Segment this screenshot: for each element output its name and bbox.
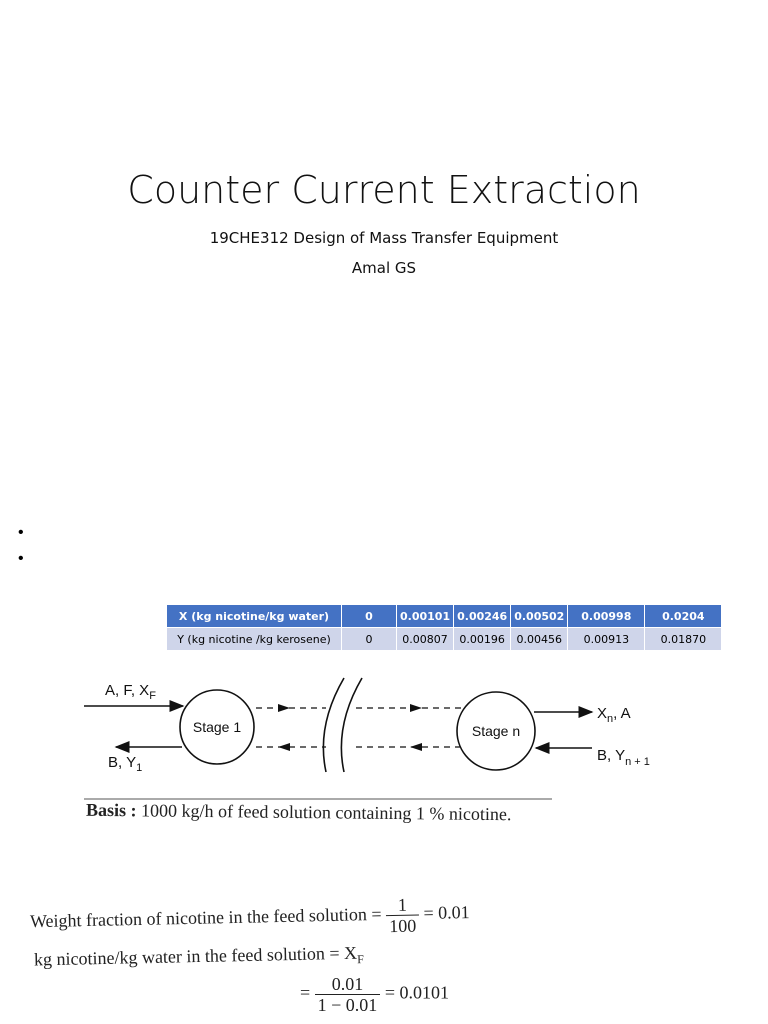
kg-text: kg nicotine/kg water in the feed solution = X xyxy=(33,942,358,970)
wf-denominator: 100 xyxy=(389,915,417,937)
table-cell: 0.00196 xyxy=(454,628,511,651)
stage-1-label: Stage 1 xyxy=(192,719,242,735)
table-cell: 0 xyxy=(342,628,397,651)
extract-out-label: B, $Y_1$ xyxy=(108,754,143,774)
countercurrent-stage-diagram xyxy=(80,676,680,796)
eq-fraction xyxy=(315,974,381,1015)
course-subtitle: 19CHE312 Design of Mass Transfer Equipment xyxy=(209,229,559,247)
table-cell: 0.00807 xyxy=(397,628,454,651)
author-name: Amal GS xyxy=(351,259,417,277)
slide-title: Counter Current Extraction xyxy=(127,168,641,212)
table-cell: X (kg nicotine/kg water) xyxy=(167,605,342,628)
wf-numerator: 1 xyxy=(386,894,419,916)
break-mark xyxy=(341,678,362,772)
basis-statement xyxy=(86,800,512,825)
table-cell: 0.01870 xyxy=(645,628,722,651)
table-cell: 0.00246 xyxy=(454,605,511,628)
table-cell: 0.00998 xyxy=(568,605,645,628)
wf-text: Weight fraction of nicotine in the feed solution = xyxy=(29,903,382,932)
table-header-row xyxy=(167,605,722,628)
wf-fraction xyxy=(386,894,420,936)
eq-numerator: 0.01 xyxy=(315,974,381,995)
table-cell: Y (kg nicotine /kg kerosene) xyxy=(167,628,342,651)
arrowhead xyxy=(410,743,422,751)
feed-in-label: A, F, $X_F$ xyxy=(105,682,156,702)
table-cell: 0.00913 xyxy=(568,628,645,651)
table-row xyxy=(167,628,722,651)
basis-rule xyxy=(84,796,554,802)
eq-prefix: = xyxy=(300,982,311,1003)
solvent-in-label: B, $Y_{n + 1}$ xyxy=(597,747,650,768)
table-cell: 0.00502 xyxy=(511,605,568,628)
equilibrium-data-table xyxy=(166,604,722,651)
stage-n-label: Stage n xyxy=(471,723,521,739)
ratio-calculation xyxy=(300,974,449,1015)
table-cell: 0.00101 xyxy=(397,605,454,628)
weight-fraction-equation xyxy=(30,893,471,943)
bullet-marker: • xyxy=(18,524,24,541)
table-cell: 0 xyxy=(342,605,397,628)
wf-result: = 0.01 xyxy=(423,902,470,923)
basis-text: 1000 kg/h of feed solution containing 1 % nicotine. xyxy=(136,800,512,825)
table-cell: 0.0204 xyxy=(645,605,722,628)
basis-label: Basis : xyxy=(85,799,137,821)
eq-result: = 0.0101 xyxy=(384,982,449,1003)
table-cell: 0.00456 xyxy=(511,628,568,651)
bullet-marker: • xyxy=(18,550,24,567)
break-mark xyxy=(323,678,344,772)
kg-subscript: F xyxy=(356,952,364,967)
arrowhead xyxy=(278,704,290,712)
raffinate-out-label: $X_n$, A xyxy=(597,705,631,725)
kg-ratio-equation xyxy=(34,943,364,974)
eq-denominator: 1 − 0.01 xyxy=(317,995,378,1015)
arrowhead xyxy=(278,743,290,751)
arrowhead xyxy=(410,704,422,712)
